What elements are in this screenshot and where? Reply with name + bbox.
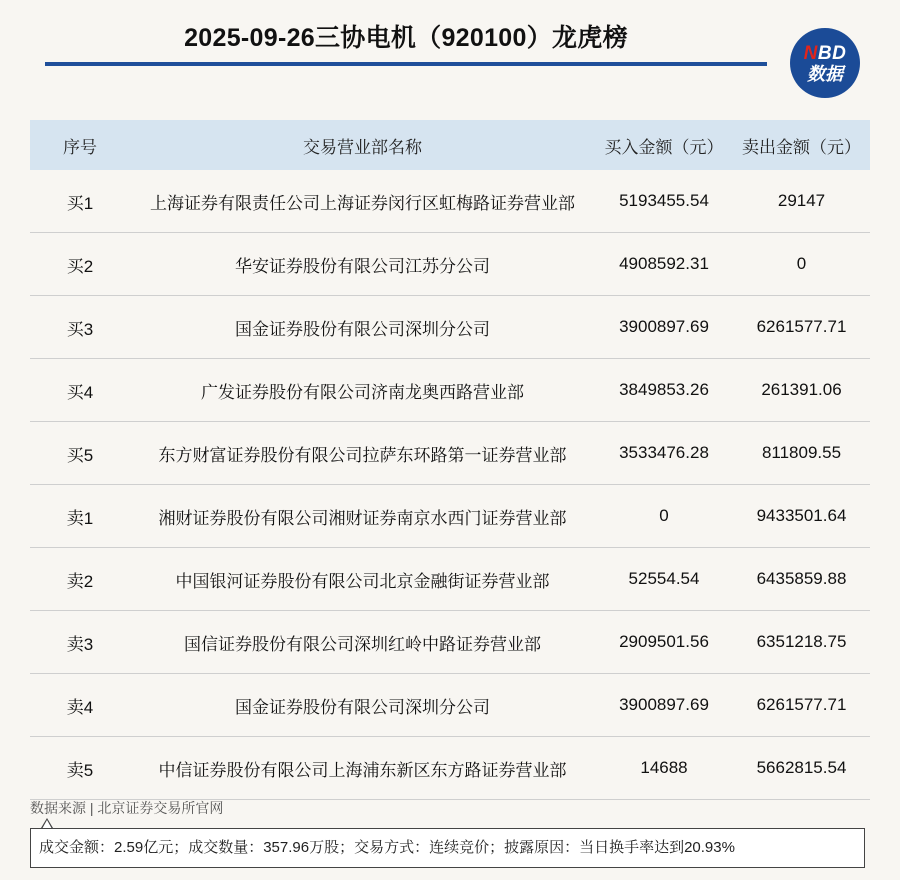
row-branch-name: 湘财证券股份有限公司湘财证券南京水西门证券营业部	[130, 485, 595, 548]
row-sell-amount: 6261577.71	[733, 296, 870, 359]
trade-summary-note: 成交金额：2.59亿元；成交数量：357.96万股；交易方式：连续竞价；披露原因：当日换手率达到20.93%	[30, 828, 865, 868]
row-sell-amount: 9433501.64	[733, 485, 870, 548]
note-caret	[41, 818, 53, 828]
table-row	[30, 485, 870, 548]
row-buy-amount: 2909501.56	[595, 611, 733, 674]
row-branch-name: 东方财富证券股份有限公司拉萨东环路第一证券营业部	[130, 422, 595, 485]
row-buy-amount: 0	[595, 485, 733, 548]
dragon-tiger-table	[30, 120, 870, 800]
row-sell-amount: 811809.55	[733, 422, 870, 485]
row-branch-name: 中信证券股份有限公司上海浦东新区东方路证券营业部	[130, 737, 595, 800]
row-index: 卖4	[30, 674, 130, 737]
row-branch-name: 国信证券股份有限公司深圳红岭中路证券营业部	[130, 611, 595, 674]
row-index: 卖5	[30, 737, 130, 800]
title-underline	[45, 62, 767, 66]
row-index: 卖2	[30, 548, 130, 611]
table-row	[30, 737, 870, 800]
table-header-row	[30, 120, 870, 170]
row-branch-name: 上海证券有限责任公司上海证券闵行区虹梅路证券营业部	[130, 170, 595, 233]
header-sell-amount: 卖出金额（元）	[733, 120, 870, 170]
header-index: 序号	[30, 120, 130, 170]
header-buy-amount: 买入金额（元）	[595, 120, 733, 170]
logo-line1	[804, 44, 847, 63]
row-index: 买5	[30, 422, 130, 485]
page-title: 2025-09-26三协电机（920100）龙虎榜	[184, 24, 628, 52]
row-branch-name: 中国银河证券股份有限公司北京金融街证券营业部	[130, 548, 595, 611]
row-index: 买1	[30, 170, 130, 233]
row-sell-amount: 29147	[733, 170, 870, 233]
row-index: 买4	[30, 359, 130, 422]
row-buy-amount: 3533476.28	[595, 422, 733, 485]
table-row	[30, 296, 870, 359]
row-sell-amount: 261391.06	[733, 359, 870, 422]
logo-n: N	[803, 42, 818, 64]
header-branch-name: 交易营业部名称	[130, 120, 595, 170]
row-sell-amount: 6435859.88	[733, 548, 870, 611]
row-branch-name: 广发证券股份有限公司济南龙奥西路营业部	[130, 359, 595, 422]
table-row	[30, 611, 870, 674]
table-row	[30, 548, 870, 611]
data-source: 数据来源 | 北京证券交易所官网	[30, 800, 224, 816]
row-buy-amount: 52554.54	[595, 548, 733, 611]
row-index: 卖1	[30, 485, 130, 548]
table-row	[30, 422, 870, 485]
row-sell-amount: 6351218.75	[733, 611, 870, 674]
row-index: 买2	[30, 233, 130, 296]
row-buy-amount: 14688	[595, 737, 733, 800]
table-row	[30, 233, 870, 296]
row-sell-amount: 5662815.54	[733, 737, 870, 800]
table-row	[30, 359, 870, 422]
logo-line2: 数据	[807, 63, 843, 84]
row-sell-amount: 0	[733, 233, 870, 296]
row-branch-name: 国金证券股份有限公司深圳分公司	[130, 296, 595, 359]
row-branch-name: 国金证券股份有限公司深圳分公司	[130, 674, 595, 737]
row-index: 卖3	[30, 611, 130, 674]
table-row	[30, 674, 870, 737]
row-sell-amount: 6261577.71	[733, 674, 870, 737]
row-buy-amount: 3849853.26	[595, 359, 733, 422]
row-index: 买3	[30, 296, 130, 359]
row-branch-name: 华安证券股份有限公司江苏分公司	[130, 233, 595, 296]
row-buy-amount: 5193455.54	[595, 170, 733, 233]
nbd-logo	[790, 28, 860, 98]
logo-bd: BD	[817, 42, 847, 64]
table-row	[30, 170, 870, 233]
row-buy-amount: 3900897.69	[595, 296, 733, 359]
row-buy-amount: 4908592.31	[595, 233, 733, 296]
row-buy-amount: 3900897.69	[595, 674, 733, 737]
